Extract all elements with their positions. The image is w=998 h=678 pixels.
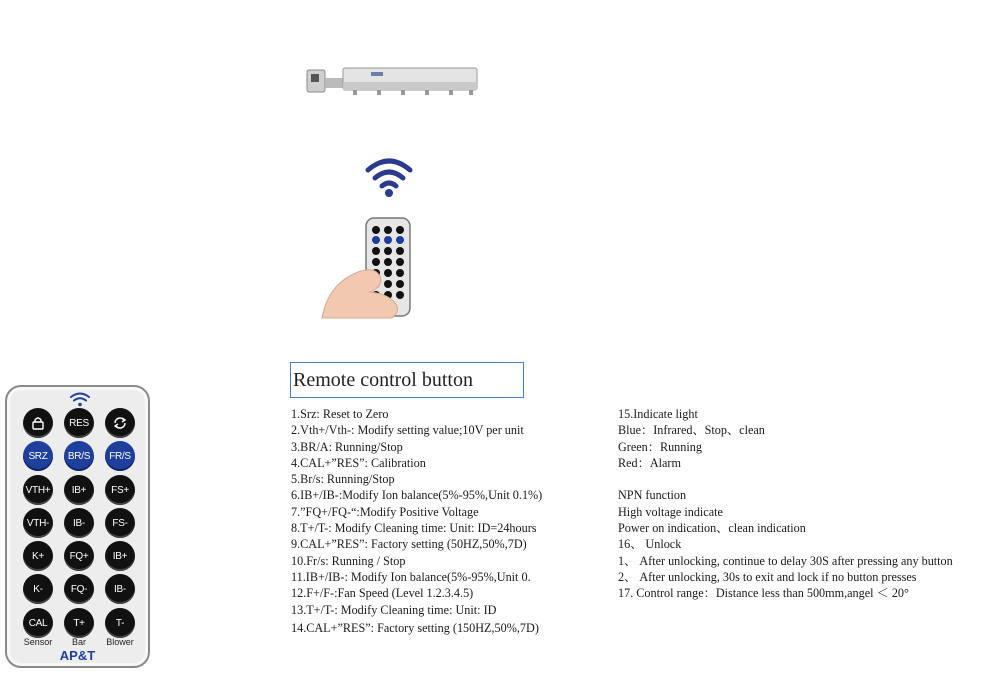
fq-plus-button[interactable]: FQ+ <box>64 541 94 571</box>
list-item: 3.BR/A: Running/Stop <box>291 439 403 454</box>
button-function-list <box>291 406 542 636</box>
blower-label: Blower <box>106 637 134 647</box>
fs-plus-button[interactable]: FS+ <box>105 475 135 505</box>
list-item: 10.Fr/s: Running / Stop <box>291 553 406 568</box>
list-item: 17. Control range：Distance less than 500mm,angel ＜ 20° <box>618 586 909 601</box>
hand-holding-remote-image <box>318 214 448 322</box>
t-minus-button[interactable]: T- <box>105 608 135 638</box>
list-item: 1.Srz: Reset to Zero <box>291 407 389 421</box>
list-item: 16、 Unlock <box>618 537 682 552</box>
bar-label: Bar <box>71 637 86 647</box>
list-item: 8.T+/T-: Modify Cleaning time: Unit: ID=24hours <box>291 521 537 536</box>
t-plus-button[interactable]: T+ <box>64 608 94 638</box>
fs-minus-button[interactable]: FS- <box>105 508 135 538</box>
page-title: Remote control button <box>290 362 524 398</box>
ionizer-bar-image <box>305 64 481 100</box>
ib-plus-button-2[interactable]: IB+ <box>105 541 135 571</box>
list-item: 2.Vth+/Vth-: Modify setting value;10V per unit <box>291 423 524 438</box>
refresh-button[interactable] <box>105 408 135 438</box>
k-plus-button[interactable]: K+ <box>23 541 53 571</box>
list-item: 2、 After unlocking, 30s to exit and lock if no button presses <box>618 569 917 584</box>
sensor-label: Sensor <box>23 637 53 647</box>
list-item: Blue：Infrared、Stop、clean <box>618 423 765 438</box>
list-item: 6.IB+/IB-:Modify Ion balance(5%-95%,Unit 0.1%) <box>291 488 543 503</box>
list-item: 7.”FQ+/FQ-“:Modify Positive Voltage <box>291 504 479 519</box>
wifi-signal-icon <box>364 156 414 198</box>
frs-button[interactable]: FR/S <box>105 441 135 471</box>
lock-button[interactable] <box>23 408 53 438</box>
list-item: Power on indication、clean indication <box>618 521 806 536</box>
list-item: 12.F+/F-:Fan Speed (Level 1.2.3.4.5) <box>291 586 474 601</box>
ib-minus-button[interactable]: IB- <box>64 508 94 538</box>
cal-button[interactable]: CAL <box>23 608 53 638</box>
vth-plus-button[interactable]: VTH+ <box>23 475 53 505</box>
list-item: 14.CAL+”RES”: Factory setting (150HZ,50%,7D) <box>291 620 539 635</box>
ib-minus-button-2[interactable]: IB- <box>105 574 135 604</box>
fq-minus-button[interactable]: FQ- <box>64 574 94 604</box>
brand-logo: AP&T <box>59 648 96 663</box>
list-item: 4.CAL+”RES”: Calibration <box>291 455 426 470</box>
list-item: 15.Indicate light <box>618 407 698 421</box>
remote-control-diagram <box>5 385 150 668</box>
lock-icon <box>31 416 45 430</box>
refresh-icon <box>112 415 128 431</box>
list-item: 11.IB+/IB-: Modify Ion balance(5%-95%,Unit 0. <box>291 569 531 584</box>
ib-plus-button[interactable]: IB+ <box>64 475 94 505</box>
res-button[interactable]: RES <box>64 408 94 438</box>
list-item: 5.Br/s: Running/Stop <box>291 472 395 487</box>
list-item: NPN function <box>618 488 687 503</box>
list-item: 9.CAL+”RES”: Factory setting (50HZ,50%,7D) <box>291 537 527 552</box>
spacer <box>618 471 953 487</box>
k-minus-button[interactable]: K- <box>23 574 53 604</box>
wifi-signal-icon-small <box>69 391 91 407</box>
list-item: High voltage indicate <box>618 504 723 519</box>
vth-minus-button[interactable]: VTH- <box>23 508 53 538</box>
srz-button[interactable]: SRZ <box>23 441 53 471</box>
list-item: Red：Alarm <box>618 455 681 470</box>
list-item: 13.T+/T-: Modify Cleaning time: Unit: ID <box>291 602 497 617</box>
list-item: 1、 After unlocking, continue to delay 30S after pressing any button <box>618 553 953 568</box>
brs-button[interactable]: BR/S <box>64 441 94 471</box>
list-item: Green：Running <box>618 439 702 454</box>
indicator-function-list <box>618 406 953 602</box>
